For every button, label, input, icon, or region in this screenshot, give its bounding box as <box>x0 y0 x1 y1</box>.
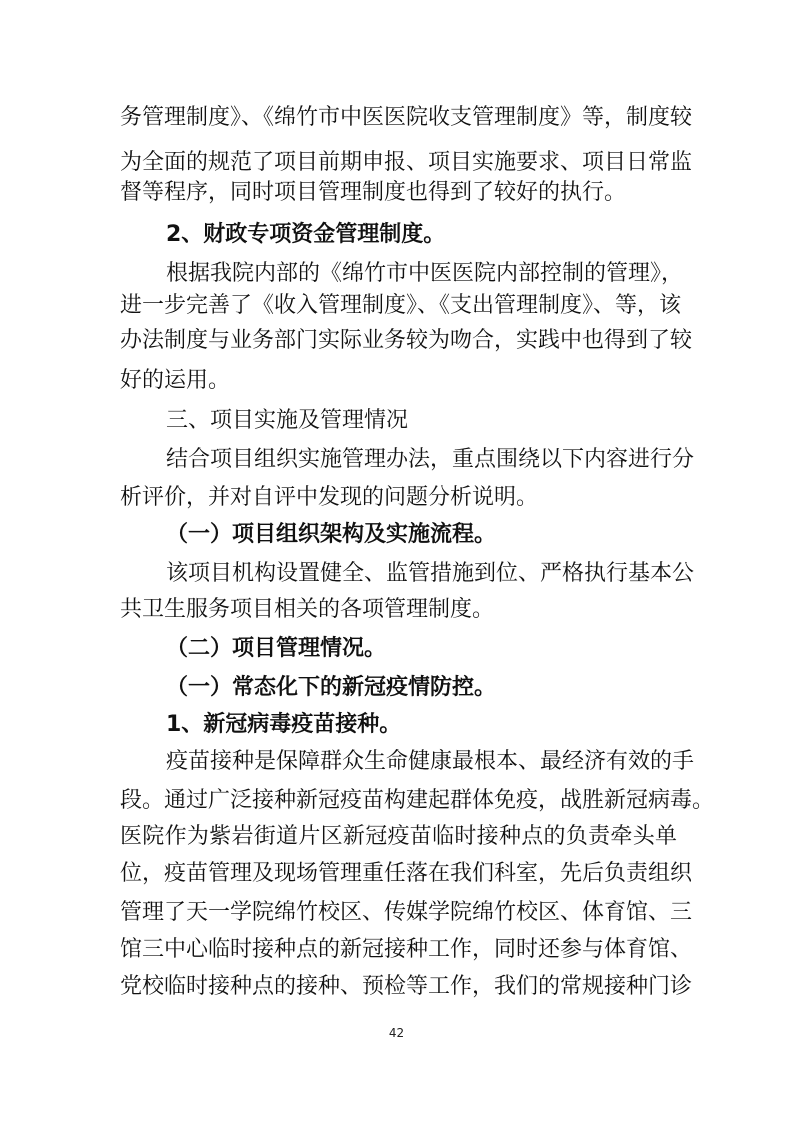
section-heading: 2、财政专项资金管理制度。 <box>166 222 446 247</box>
section-heading: 1、新冠病毒疫苗接种。 <box>166 712 402 737</box>
paragraph-line: 段。通过广泛接种新冠疫苗构建起群体免疫，战胜新冠病毒。 <box>120 788 715 813</box>
paragraph-line: 共卫生服务项目相关的各项管理制度。 <box>120 597 495 622</box>
paragraph-line: 馆三中心临时接种点的新冠接种工作，同时还参与体育馆、 <box>120 937 693 962</box>
paragraph-line: 该项目机构设置健全、监管措施到位、严格执行基本公 <box>166 561 695 586</box>
paragraph-line: 进一步完善了《收入管理制度》、《支出管理制度》、等，该 <box>120 293 682 318</box>
paragraph-line: 督等程序，同时项目管理制度也得到了较好的执行。 <box>120 180 627 205</box>
paragraph-line: 党校临时接种点的接种、预检等工作，我们的常规接种门诊 <box>120 974 693 999</box>
paragraph-line: 办法制度与业务部门实际业务较为吻合，实践中也得到了较 <box>120 328 693 353</box>
paragraph-line: 析评价，并对自评中发现的问题分析说明。 <box>120 485 539 510</box>
section-heading: 三、项目实施及管理情况 <box>166 408 409 433</box>
paragraph-line: 管理了天一学院绵竹校区、传媒学院绵竹校区、体育馆、三 <box>120 900 693 925</box>
paragraph-line: 结合项目组织实施管理办法，重点围绕以下内容进行分 <box>166 447 695 472</box>
section-heading: （二）项目管理情况。 <box>166 636 387 661</box>
paragraph-line: 位，疫苗管理及现场管理重任落在我们科室，先后负责组织 <box>120 861 693 886</box>
paragraph-line: 根据我院内部的《绵竹市中医医院内部控制的管理》， <box>166 261 684 286</box>
paragraph-line: 好的运用。 <box>120 368 231 393</box>
paragraph-line: 疫苗接种是保障群众生命健康最根本、最经济有效的手 <box>166 749 695 774</box>
paragraph-line: 务管理制度》、《绵竹市中医医院收支管理制度》等，制度较 <box>120 105 693 130</box>
paragraph-line: 医院作为紫岩街道片区新冠疫苗临时接种点的负责牵头单 <box>120 824 677 849</box>
section-heading: （一）常态化下的新冠疫情防控。 <box>166 675 497 700</box>
page-number: 42 <box>388 1026 405 1040</box>
paragraph-line: 为全面的规范了项目前期申报、项目实施要求、项目日常监 <box>120 150 693 175</box>
section-heading: （一）项目组织架构及实施流程。 <box>166 522 497 547</box>
